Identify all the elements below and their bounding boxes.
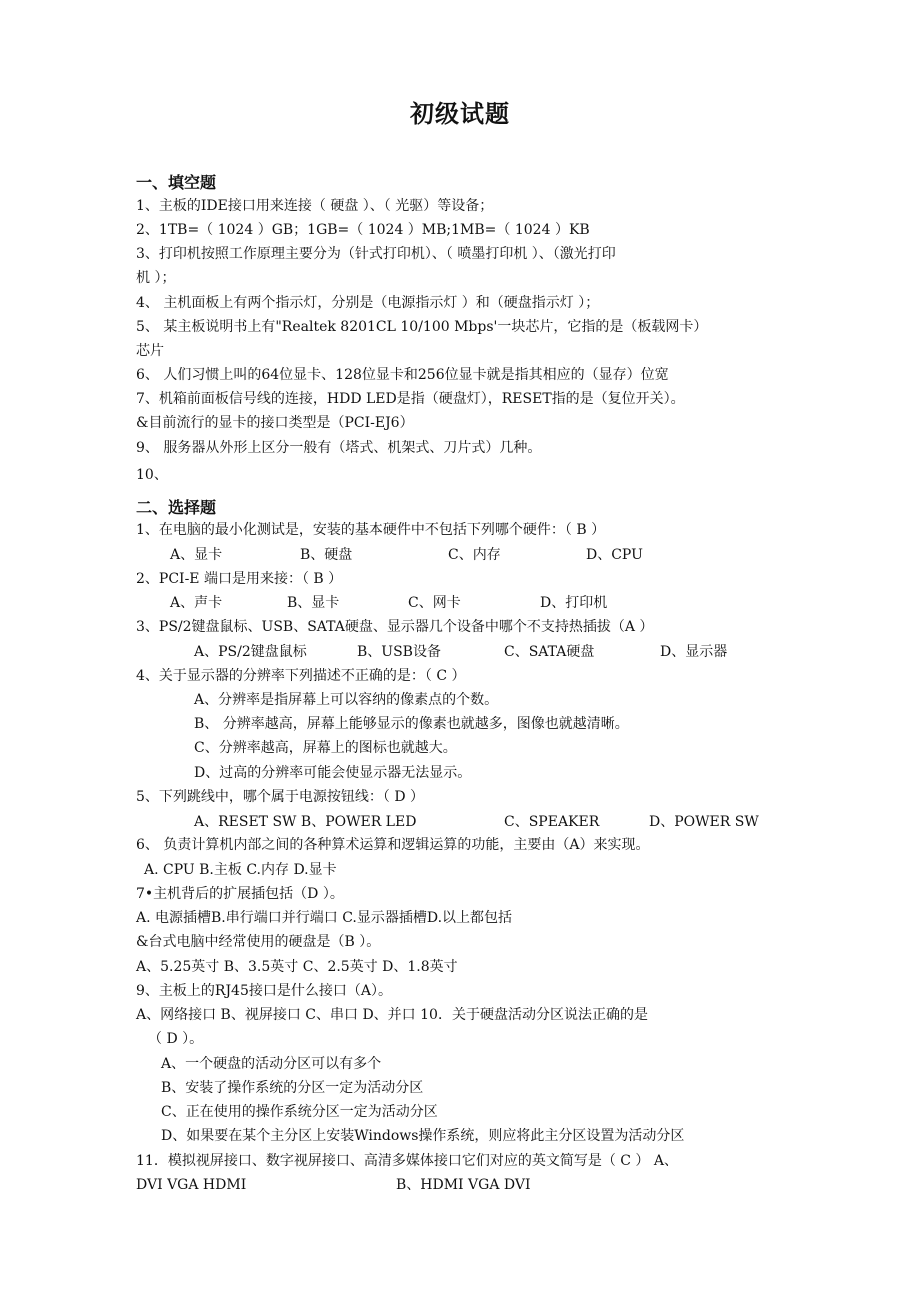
choice-2-option-d: D、打印机 <box>540 595 608 611</box>
fill-question-9: 9、 服务器从外形上区分一般有（塔式、机架式、刀片式）几种。 <box>136 440 542 456</box>
choice-question-4: 4、关于显示器的分辨率下列描述不正确的是：（ C ） <box>136 668 466 684</box>
choice-1-option-d: D、CPU <box>586 547 643 563</box>
choice-8-options: A、5.25英寸 B、3.5英寸 C、2.5英寸 D、1.8英寸 <box>136 959 458 975</box>
choice-question-1: 1、在电脑的最小化测试是，安装的基本硬件中不包括下列哪个硬件：（ B ） <box>136 522 606 538</box>
fill-question-6: 6、 人们习惯上叫的64位显卡、128位显卡和256位显卡就是指其相应的（显存）位宽 <box>136 367 669 383</box>
choice-10-answer: （ D ）。 <box>148 1031 204 1047</box>
choice-10-option-d: D、如果要在某个主分区上安装Windows操作系统，则应将此主分区设置为活动分区 <box>161 1128 685 1144</box>
fill-question-4: 4、 主机面板上有两个指示灯，分别是（电源指示灯 ）和（硬盘指示灯 ）； <box>136 295 600 311</box>
choice-question-11: 11．模拟视屏接口、数字视屏接口、高清多媒体接口它们对应的英文简写是（ C ） A、 <box>136 1153 678 1169</box>
choice-1-option-a: A、显卡 <box>170 547 223 563</box>
fill-question-3-cont: 机 ）； <box>136 270 176 286</box>
choice-5-option-d: D、POWER SW <box>649 814 759 830</box>
choice-4-option-a: A、分辨率是指屏幕上可以容纳的像素点的个数。 <box>194 692 499 708</box>
choice-question-5: 5、下列跳线中，哪个属于电源按钮线：（ D ） <box>136 789 425 805</box>
choice-5-option-c: C、SPEAKER <box>504 814 600 830</box>
choice-question-8: &台式电脑中经常使用的硬盘是（B ）。 <box>136 934 381 950</box>
choice-3-option-d: D、显示器 <box>660 644 728 660</box>
choice-question-3: 3、PS/2键盘鼠标、USB、SATA硬盘、显示器几个设备中哪个不支持热插拔（A ） <box>136 619 654 635</box>
fill-question-10: 10、 <box>136 467 168 483</box>
choice-9-options: A、网络接口 B、视屏接口 C、串口 D、并口 10．关于硬盘活动分区说法正确的是 <box>136 1007 648 1023</box>
page-title: 初级试题 <box>410 100 510 128</box>
choice-question-9: 9、主板上的RJ45接口是什么接口（A）。 <box>136 983 392 999</box>
choice-4-option-d: D、过高的分辨率可能会使显示器无法显示。 <box>194 765 472 781</box>
fill-question-7: 7、机箱前面板信号线的连接，HDD LED是指（硬盘灯），RESET指的是（复位开关）。 <box>136 391 685 407</box>
fill-question-5: 5、 某主板说明书上有"Realtek 8201CL 10/100 Mbps'一块芯片，它指的是（板载网卡） <box>136 319 708 335</box>
fill-question-3: 3、打印机按照工作原理主要分为（针式打印机）、（ 喷墨打印机 ）、（激光打印 <box>136 246 616 262</box>
choice-3-option-c: C、SATA硬盘 <box>504 644 595 660</box>
choice-2-option-a: A、声卡 <box>170 595 223 611</box>
section-heading-fill: 一、填空题 <box>136 173 217 192</box>
fill-question-5-cont: 芯片 <box>136 343 164 359</box>
choice-question-7: 7•主机背后的扩展插包括（D ）。 <box>136 886 344 902</box>
choice-1-option-c: C、内存 <box>448 547 501 563</box>
section-heading-choice: 二、选择题 <box>136 498 217 517</box>
choice-6-options: A. CPU B.主板 C.内存 D.显卡 <box>144 862 337 878</box>
choice-11-option-b: B、HDMI VGA DVI <box>396 1177 531 1193</box>
choice-10-option-b: B、安装了操作系统的分区一定为活动分区 <box>161 1080 424 1096</box>
choice-1-option-b: B、硬盘 <box>300 547 353 563</box>
choice-question-6: 6、 负责计算机内部之间的各种算术运算和逻辑运算的功能，主要由（A）来实现。 <box>136 837 650 853</box>
choice-2-option-b: B、显卡 <box>287 595 340 611</box>
fill-question-1: 1、主板的IDE接口用来连接（ 硬盘 ）、（ 光驱）等设备； <box>136 198 494 214</box>
choice-3-option-a: A、PS/2键盘鼠标 <box>194 644 307 660</box>
fill-question-2: 2、1TB=（ 1024 ）GB；1GB=（ 1024 ）MB;1MB=（ 1024 ）KB <box>136 222 590 238</box>
choice-3-option-b: B、USB设备 <box>357 644 441 660</box>
choice-4-option-b: B、 分辨率越高，屏幕上能够显示的像素也就越多，图像也就越清晰。 <box>194 716 629 732</box>
choice-11-option-a: DVI VGA HDMI <box>136 1177 247 1193</box>
choice-question-2: 2、PCI-E 端口是用来接：（ B ） <box>136 571 343 587</box>
choice-10-option-a: A、一个硬盘的活动分区可以有多个 <box>161 1056 382 1072</box>
choice-7-options: A. 电源插槽B.串行端口并行端口 C.显示器插槽D.以上都包括 <box>136 910 513 926</box>
choice-4-option-c: C、分辨率越高，屏幕上的图标也就越大。 <box>194 740 457 756</box>
choice-2-option-c: C、网卡 <box>408 595 461 611</box>
choice-10-option-c: C、正在使用的操作系统分区一定为活动分区 <box>161 1104 438 1120</box>
choice-5-option-ab: A、RESET SW B、POWER LED <box>194 814 417 830</box>
fill-question-8: &目前流行的显卡的接口类型是（PCI-EJ6） <box>136 415 414 431</box>
